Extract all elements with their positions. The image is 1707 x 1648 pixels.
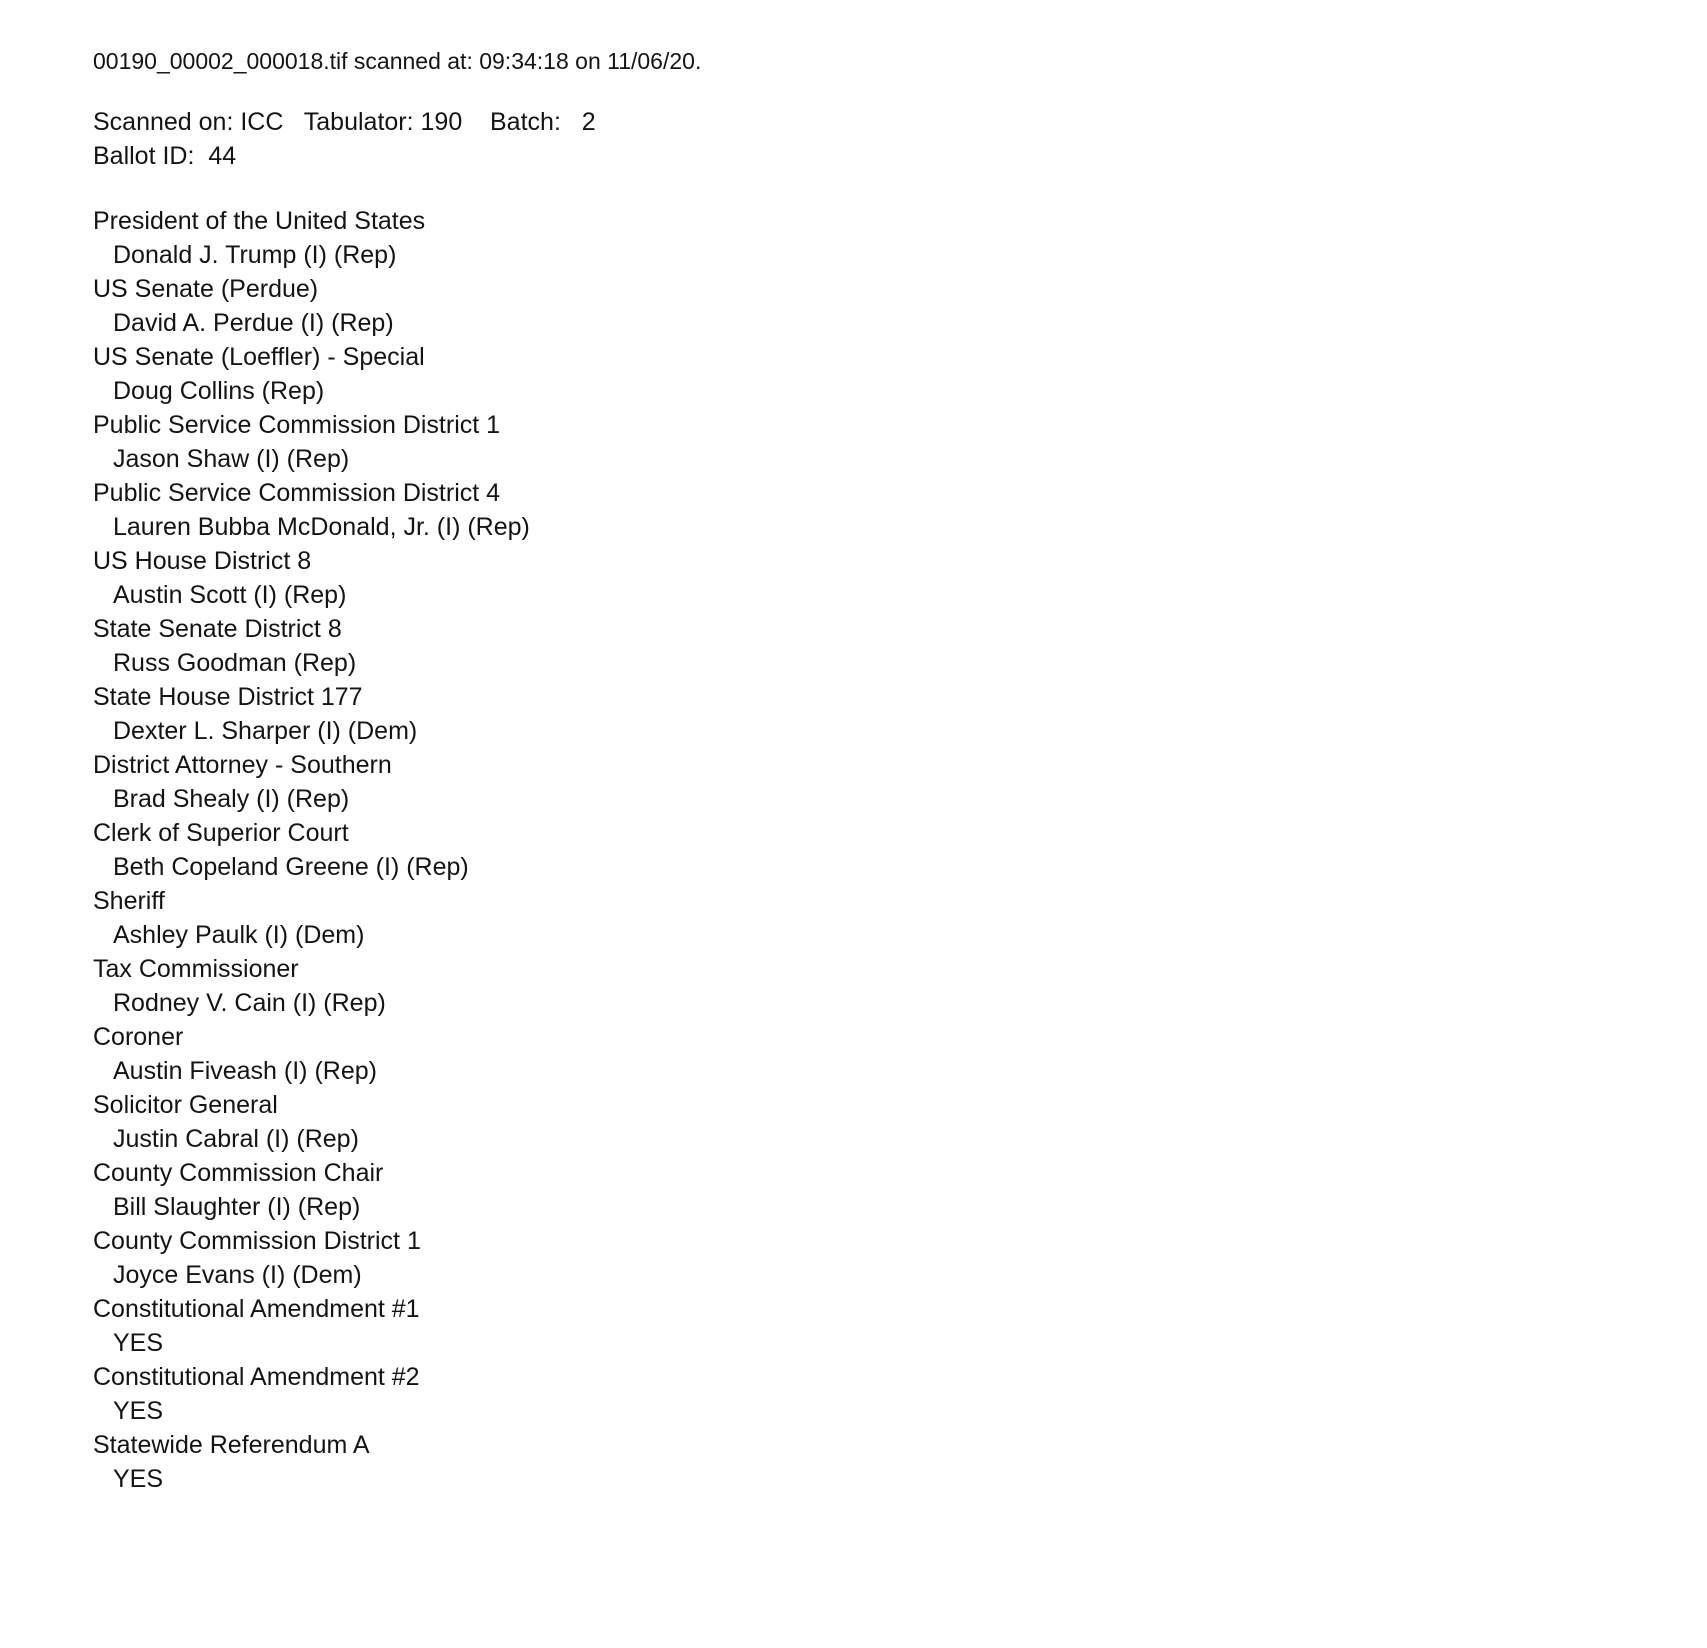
contest-title: County Commission Chair xyxy=(93,1159,384,1187)
contest-row xyxy=(93,1292,530,1360)
contest-choice: Doug Collins (Rep) xyxy=(113,377,325,405)
contest-choice: Austin Scott (I) (Rep) xyxy=(113,581,347,609)
scan-meta-block xyxy=(93,105,596,173)
contest-title: Constitutional Amendment #1 xyxy=(93,1295,420,1323)
contest-choice: Dexter L. Sharper (I) (Dem) xyxy=(113,717,418,745)
contest-row xyxy=(93,816,530,884)
contest-row xyxy=(93,1020,530,1088)
contest-choice: YES xyxy=(113,1329,164,1357)
contest-title: Statewide Referendum A xyxy=(93,1431,370,1459)
contest-title: State Senate District 8 xyxy=(93,615,342,643)
contest-row xyxy=(93,476,530,544)
contest-title: County Commission District 1 xyxy=(93,1227,421,1255)
contest-title: Solicitor General xyxy=(93,1091,278,1119)
contest-choice: YES xyxy=(113,1465,164,1493)
contest-title: US Senate (Perdue) xyxy=(93,275,319,303)
contest-row xyxy=(93,340,530,408)
scan-info-line: Scanned on: ICC Tabulator: 190 Batch: 2 xyxy=(93,108,596,136)
scan-filename-line: 00190_00002_000018.tif scanned at: 09:34:18 on 11/06/20. xyxy=(93,48,702,74)
contest-row xyxy=(93,272,530,340)
contest-row xyxy=(93,680,530,748)
contest-choice: Beth Copeland Greene (I) (Rep) xyxy=(113,853,469,881)
contest-choice: Austin Fiveash (I) (Rep) xyxy=(113,1057,377,1085)
contest-choice: Jason Shaw (I) (Rep) xyxy=(113,445,350,473)
contest-title: Coroner xyxy=(93,1023,184,1051)
contest-title: Public Service Commission District 1 xyxy=(93,411,501,439)
contest-title: Constitutional Amendment #2 xyxy=(93,1363,420,1391)
contest-list xyxy=(93,204,530,1496)
contest-title: Sheriff xyxy=(93,887,165,915)
contest-choice: Rodney V. Cain (I) (Rep) xyxy=(113,989,386,1017)
contest-title: US Senate (Loeffler) - Special xyxy=(93,343,425,371)
contest-title: District Attorney - Southern xyxy=(93,751,392,779)
contest-choice: YES xyxy=(113,1397,164,1425)
contest-row xyxy=(93,544,530,612)
contest-choice: Justin Cabral (I) (Rep) xyxy=(113,1125,359,1153)
contest-title: State House District 177 xyxy=(93,683,363,711)
contest-row xyxy=(93,204,530,272)
contest-choice: Ashley Paulk (I) (Dem) xyxy=(113,921,365,949)
contest-title: Tax Commissioner xyxy=(93,955,299,983)
contest-row xyxy=(93,1088,530,1156)
contest-choice: Russ Goodman (Rep) xyxy=(113,649,357,677)
contest-row xyxy=(93,1428,530,1496)
contest-row xyxy=(93,1224,530,1292)
contest-choice: Brad Shealy (I) (Rep) xyxy=(113,785,350,813)
contest-row xyxy=(93,612,530,680)
contest-row xyxy=(93,748,530,816)
contest-choice: David A. Perdue (I) (Rep) xyxy=(113,309,394,337)
contest-title: US House District 8 xyxy=(93,547,312,575)
contest-choice: Lauren Bubba McDonald, Jr. (I) (Rep) xyxy=(113,513,530,541)
contest-row xyxy=(93,1360,530,1428)
contest-row xyxy=(93,408,530,476)
contest-choice: Bill Slaughter (I) (Rep) xyxy=(113,1193,361,1221)
contest-title: Public Service Commission District 4 xyxy=(93,479,501,507)
contest-choice: Joyce Evans (I) (Dem) xyxy=(113,1261,362,1289)
ballot-id-line: Ballot ID: 44 xyxy=(93,142,237,170)
contest-title: Clerk of Superior Court xyxy=(93,819,349,847)
contest-row xyxy=(93,1156,530,1224)
contest-row xyxy=(93,884,530,952)
contest-title: President of the United States xyxy=(93,207,426,235)
contest-choice: Donald J. Trump (I) (Rep) xyxy=(113,241,397,269)
contest-row xyxy=(93,952,530,1020)
